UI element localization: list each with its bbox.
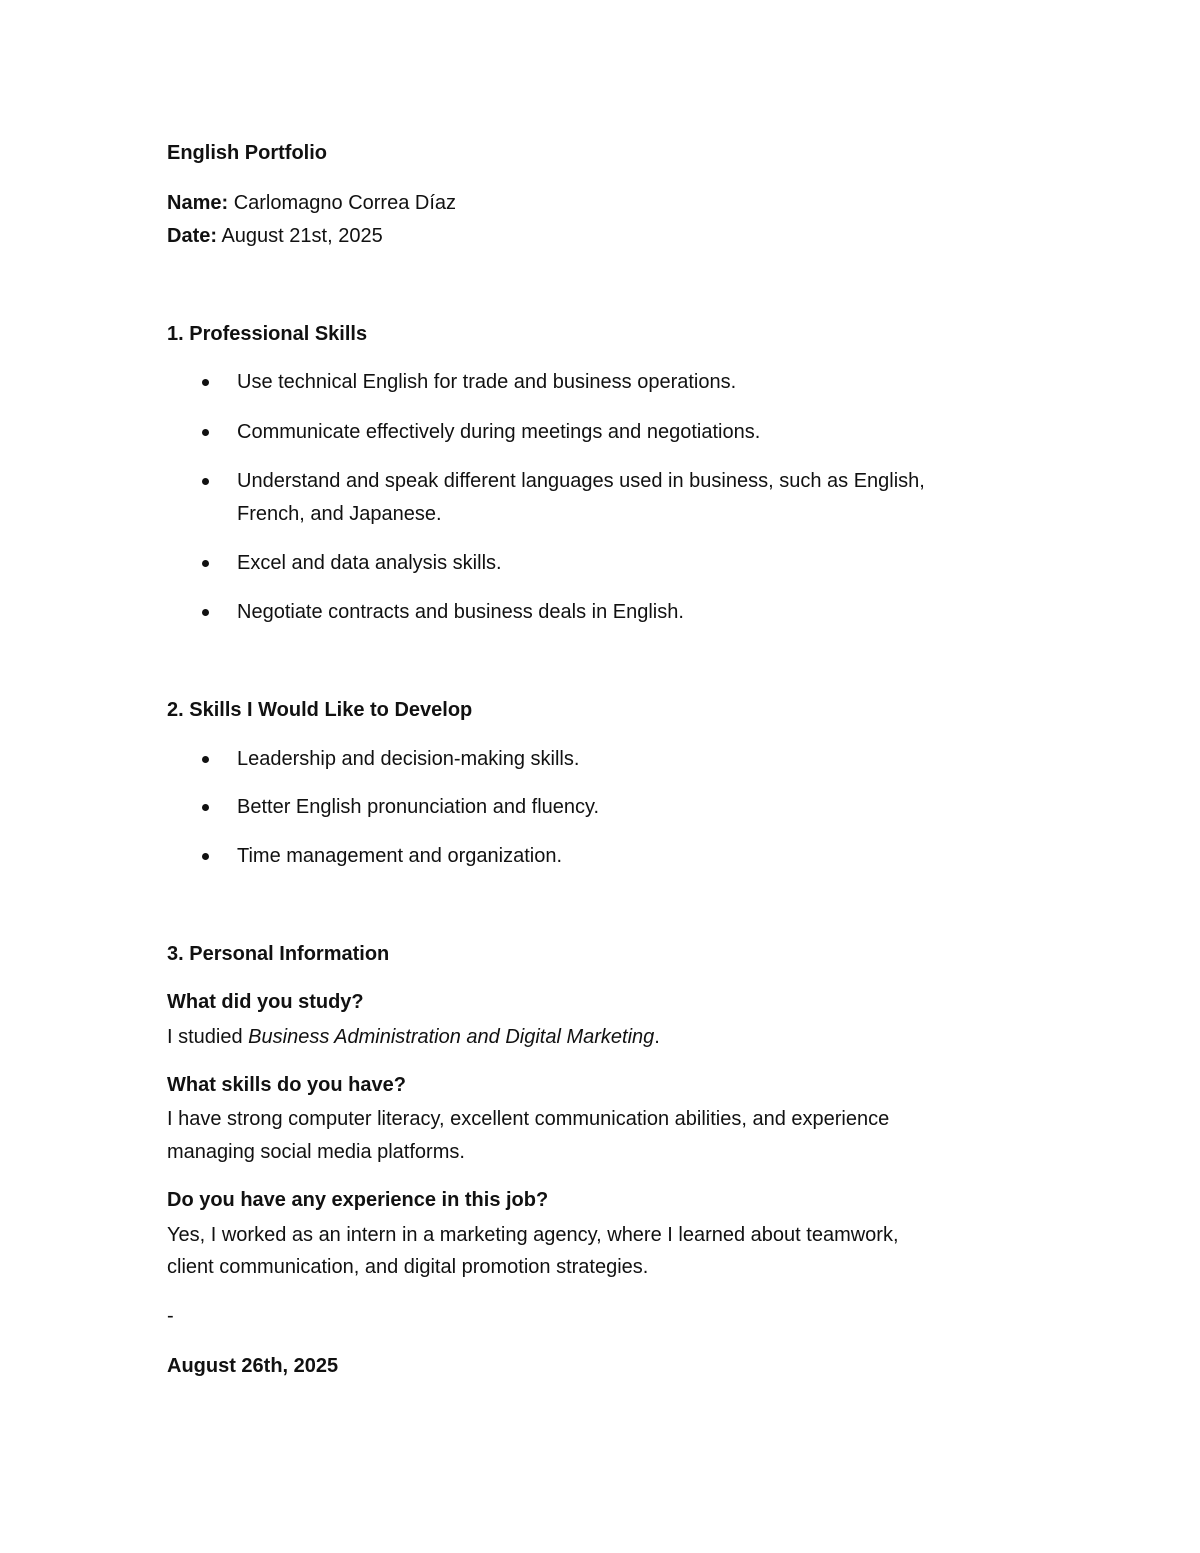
list-item xyxy=(167,465,1047,531)
name-line xyxy=(167,187,456,220)
date-line xyxy=(167,220,383,253)
professional-skills-list xyxy=(167,547,1047,580)
section-heading-personal-information: 3. Personal Information xyxy=(167,943,390,965)
bullet-icon xyxy=(202,756,209,763)
bullet-icon xyxy=(202,560,209,567)
answer-experience-line-2: client communication, and digital promotion strategies. xyxy=(167,1256,649,1278)
answer-skills-line-2: managing social media platforms. xyxy=(167,1141,465,1163)
footer-date: August 26th, 2025 xyxy=(167,1355,339,1377)
date-value: August 21st, 2025 xyxy=(221,225,383,247)
list-item xyxy=(167,596,1047,629)
section-heading-skills-to-develop: 2. Skills I Would Like to Develop xyxy=(167,699,473,721)
bullet-icon xyxy=(202,429,209,436)
answer-text: . xyxy=(654,1026,660,1048)
answer-emphasis: Business Administration and Digital Marketing xyxy=(248,1026,655,1048)
answer-experience-line-1: Yes, I worked as an intern in a marketing agency, where I learned about teamwork, xyxy=(167,1224,899,1246)
professional-skills-list xyxy=(167,366,1047,399)
answer-study xyxy=(167,1021,660,1054)
list-item-text: Use technical English for trade and business operations. xyxy=(237,371,737,393)
question-experience: Do you have any experience in this job? xyxy=(167,1189,549,1211)
name-value: Carlomagno Correa Díaz xyxy=(233,192,457,214)
bullet-icon xyxy=(202,804,209,811)
list-item-text: Leadership and decision-making skills. xyxy=(237,748,580,770)
question-skills: What skills do you have? xyxy=(167,1074,406,1096)
list-item-text: Understand and speak different languages used in business, such as English, xyxy=(237,470,925,492)
list-item-text: Negotiate contracts and business deals in English. xyxy=(237,601,684,623)
bullet-icon xyxy=(202,853,209,860)
bullet-icon xyxy=(202,478,209,485)
professional-skills-list xyxy=(167,465,1047,531)
question-study: What did you study? xyxy=(167,991,364,1013)
list-item-text: French, and Japanese. xyxy=(237,503,442,525)
answer-text: I studied xyxy=(167,1026,249,1048)
list-item xyxy=(167,840,1047,873)
list-item-text: Excel and data analysis skills. xyxy=(237,552,502,574)
skills-to-develop-list xyxy=(167,791,1047,824)
professional-skills-list xyxy=(167,416,1047,449)
list-item-text: Communicate effectively during meetings and negotiations. xyxy=(237,421,761,443)
list-item xyxy=(167,547,1047,580)
list-item xyxy=(167,791,1047,824)
list-item xyxy=(167,416,1047,449)
bullet-icon xyxy=(202,609,209,616)
bullet-icon xyxy=(202,379,209,386)
skills-to-develop-list xyxy=(167,840,1047,873)
professional-skills-list xyxy=(167,596,1047,629)
list-item-text: Time management and organization. xyxy=(237,845,562,867)
list-item xyxy=(167,743,1047,776)
separator-dash: - xyxy=(167,1305,174,1327)
skills-to-develop-list xyxy=(167,743,1047,776)
list-item-text: Better English pronunciation and fluency. xyxy=(237,796,600,818)
list-item xyxy=(167,366,1047,399)
answer-skills-line-1: I have strong computer literacy, excellent communication abilities, and experience xyxy=(167,1108,890,1130)
section-heading-professional-skills: 1. Professional Skills xyxy=(167,323,368,345)
date-label: Date: xyxy=(167,225,218,247)
name-label: Name: xyxy=(167,192,229,214)
document-title: English Portfolio xyxy=(167,142,327,164)
